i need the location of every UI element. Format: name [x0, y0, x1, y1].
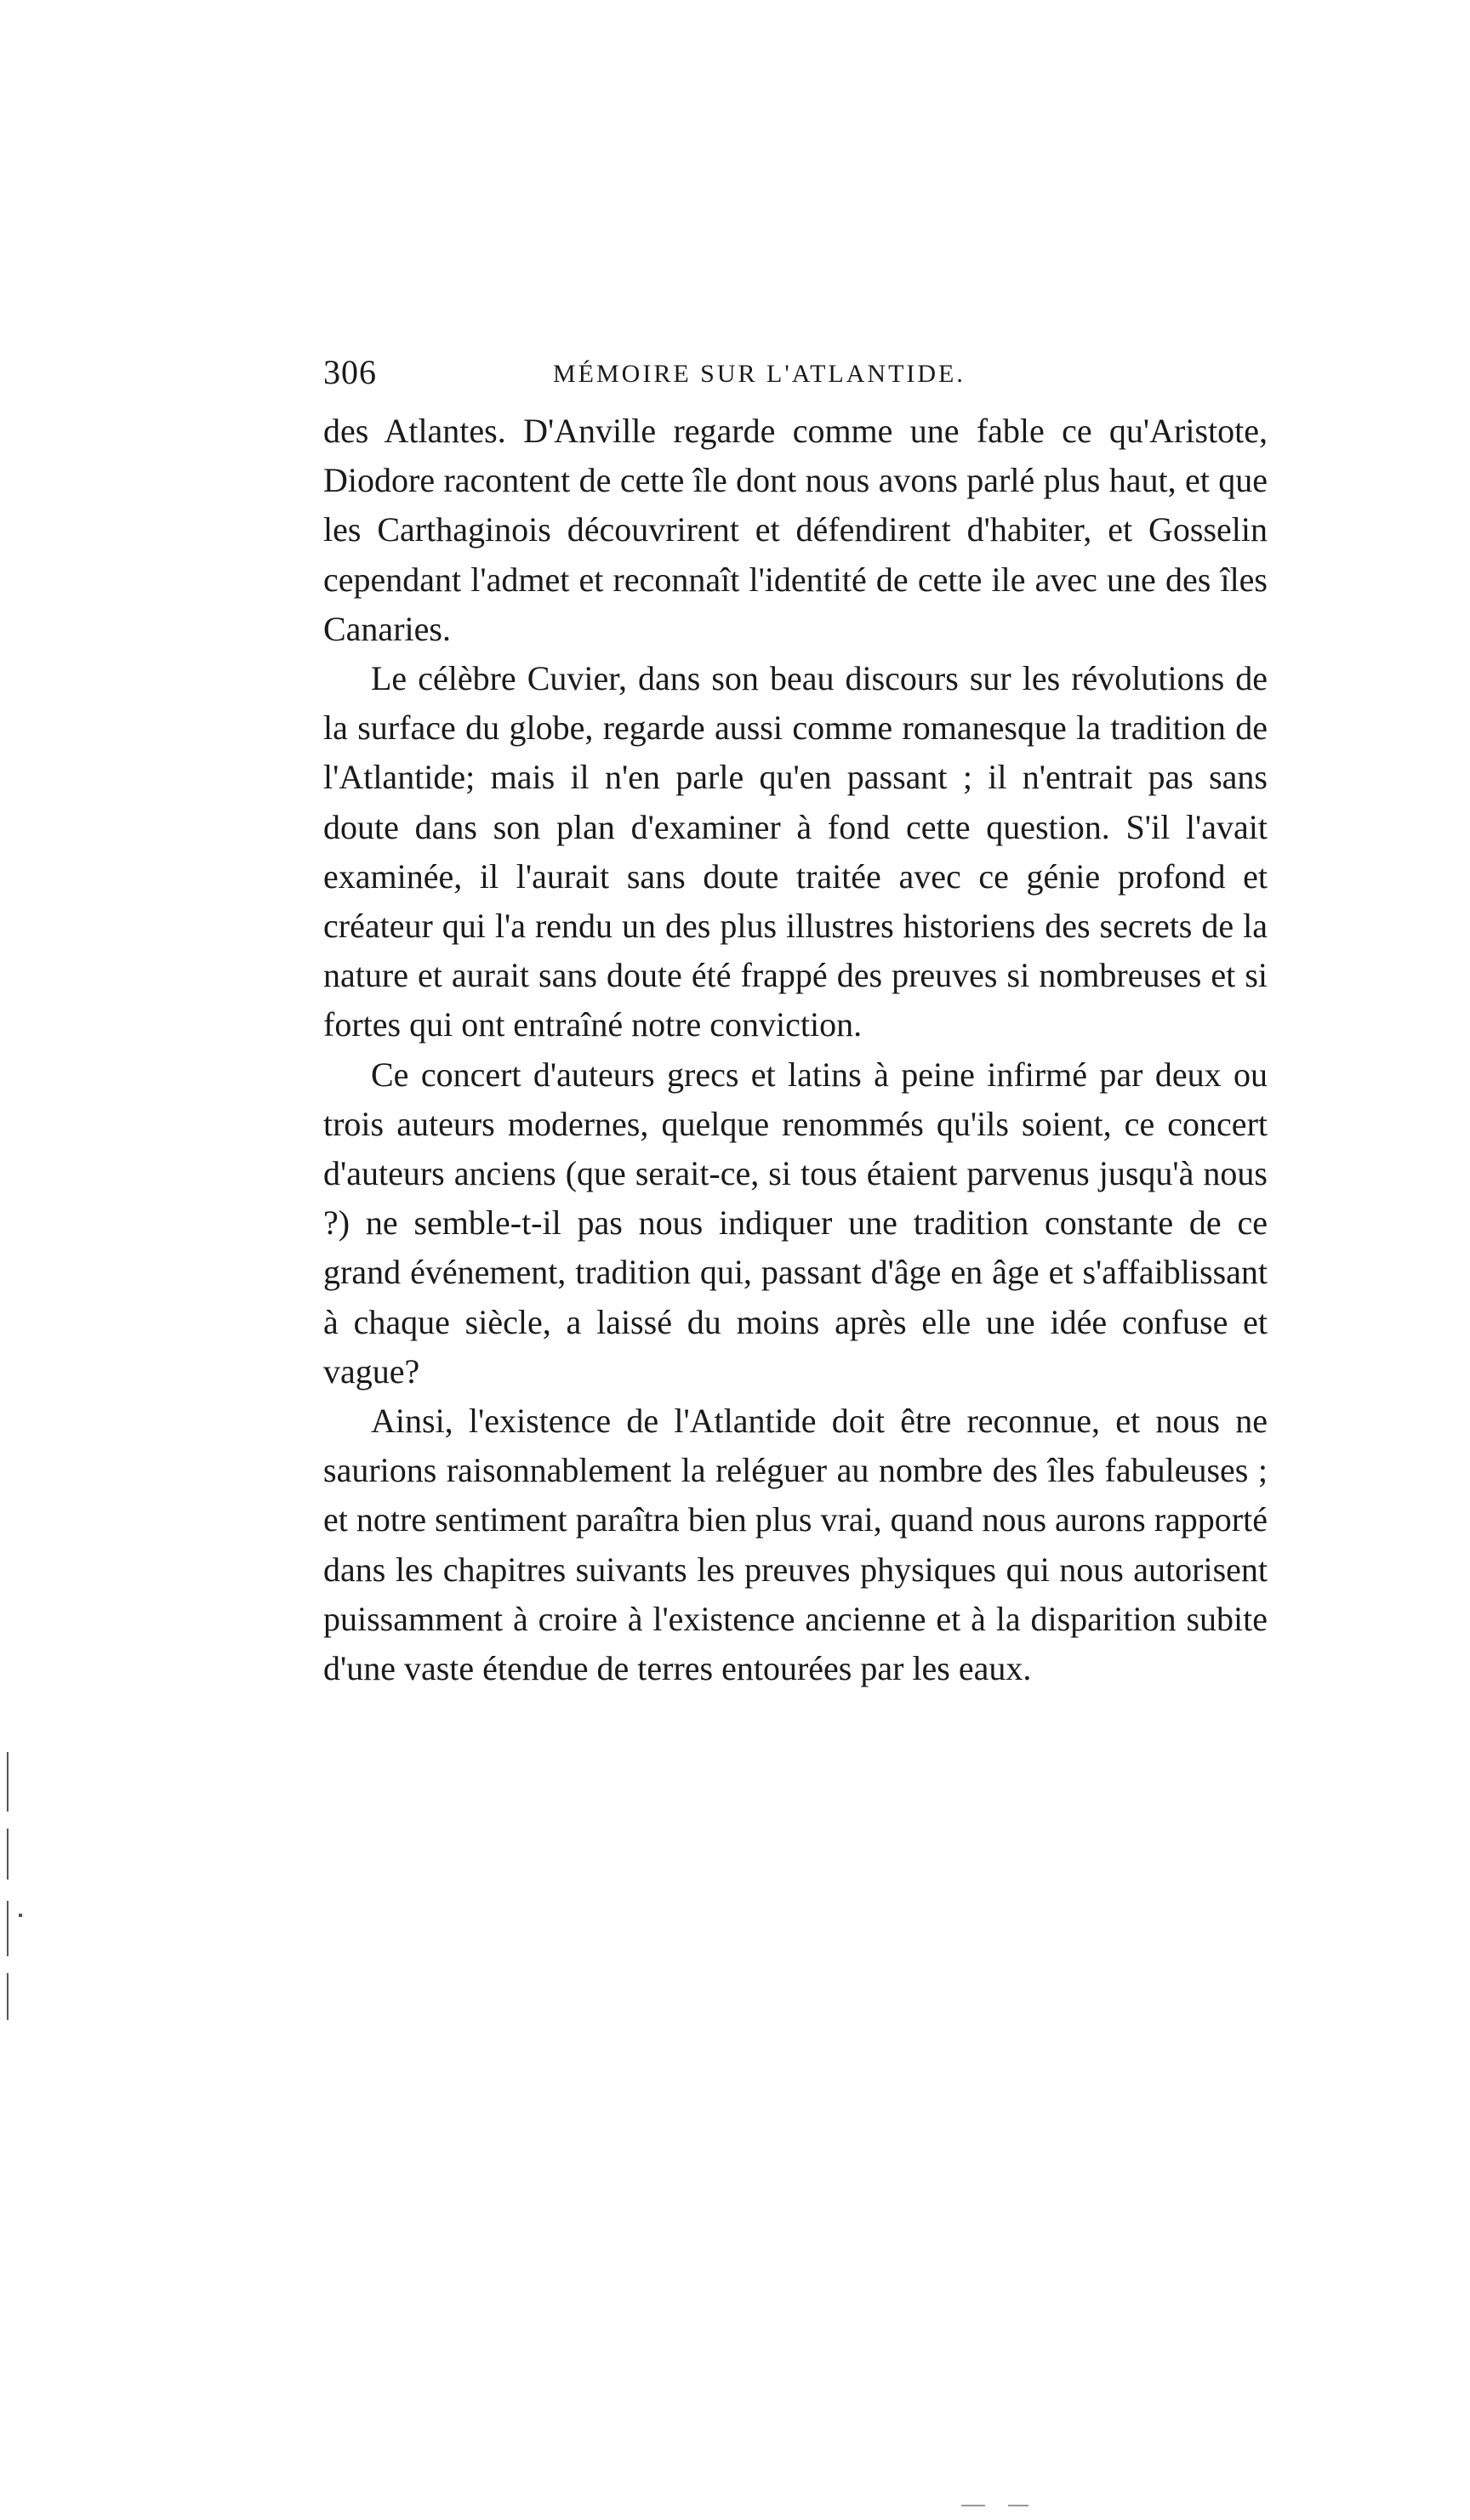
- scan-edge-mark: [7, 1973, 9, 2020]
- paragraph-3: Ce concert d'auteurs grecs et latins à peine infirmé par deux ou trois auteurs modernes, quelque renommés qu'ils soient, ce concert d'auteurs anciens (que serait-ce, si tous étaient parvenus jusqu'à nous ?) ne semble-t-il pas nous indiquer une tradition constante de ce grand événement, tradition qui, passant d'âge en âge et s'affaiblissant à chaque siècle, a laissé du moins après elle une idée confuse et vague?: [323, 1055, 1268, 1391]
- page-number: 306: [323, 353, 377, 391]
- paragraph-4: Ainsi, l'existence de l'Atlantide doit être reconnue, et nous ne saurions raisonnablement la reléguer au nombre des îles fabuleuses ; et notre sentiment paraîtra bien plus vrai, quand nous aurons rapporté dans les chapitres suivants les preuves physiques qui nous autorisent puissamment à croire à l'existence ancienne et à la disparition subite d'une vaste étendue de terres entourées par les eaux.: [323, 1402, 1268, 1688]
- scan-edge-mark: [7, 1829, 9, 1880]
- scan-edge-mark: [7, 1752, 9, 1812]
- scan-edge-mark: [19, 1914, 22, 1917]
- scan-edge-mark: [961, 2505, 985, 2506]
- scan-edge-mark: [1008, 2505, 1028, 2506]
- paragraph-1: des Atlantes. D'Anville regarde comme une fable ce qu'Aristote, Diodore racontent de cette île dont nous avons parlé plus haut, et que les Carthaginois découvrirent et défendirent d'habiter, et Gosselin cependant l'admet et reconnaît l'identité de cette ile avec une des îles Canaries.: [323, 412, 1268, 648]
- running-title: MÉMOIRE SUR L'ATLANTIDE.: [553, 360, 966, 388]
- body-text: [323, 407, 1268, 1693]
- scan-edge-mark: [7, 1901, 9, 1956]
- paragraph-2: Le célèbre Cuvier, dans son beau discours sur les révolutions de la surface du globe, regarde aussi comme romanesque la tradition de l'Atlantide; mais il n'en parle qu'en passant ; il n'entrait pas sans doute dans son plan d'examiner à fond cette question. S'il l'avait examinée, il l'aurait sans doute traitée avec ce génie profond et créateur qui l'a rendu un des plus illustres historiens des secrets de la nature et aurait sans doute été frappé des preuves si nombreuses et si fortes qui ont entraîné notre conviction.: [323, 659, 1268, 1044]
- page-header: [323, 347, 1268, 398]
